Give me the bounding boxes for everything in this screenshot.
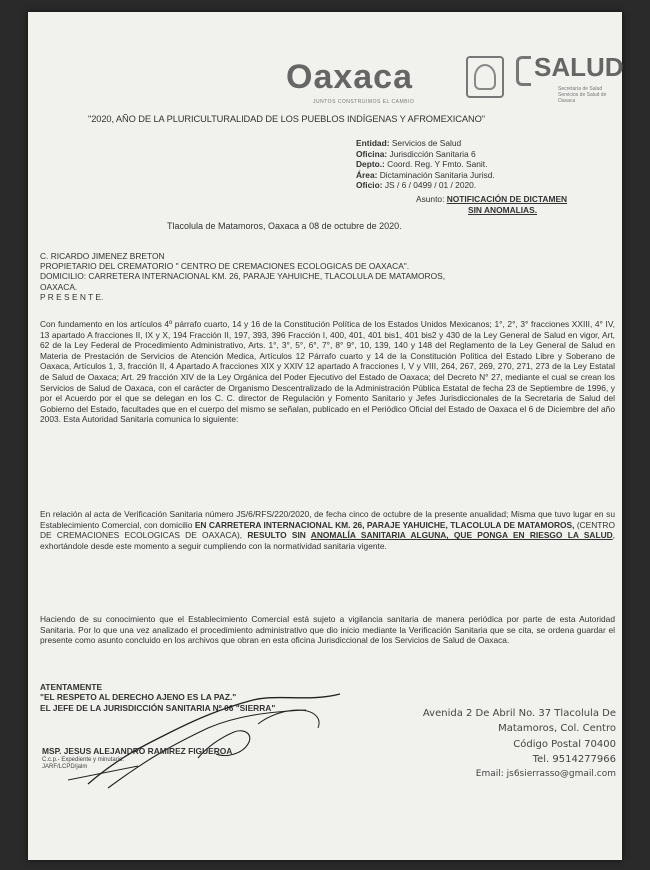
logo-tagline: JUNTOS CONSTRUIMOS EL CAMBIO bbox=[313, 99, 415, 105]
finding-paragraph bbox=[40, 509, 615, 551]
finding-text-3: , exhortándole desde este momento a seguir cumpliendo con la normatividad sanitaria vigente. bbox=[40, 530, 615, 551]
oficina-label: Oficina: bbox=[356, 148, 388, 159]
atentamente: ATENTAMENTE bbox=[40, 682, 103, 692]
office-address bbox=[408, 706, 616, 782]
oficio-value: JS / 6 / 0499 / 01 / 2020. bbox=[384, 180, 477, 191]
signer-name: MSP. JESUS ALEJANDRO RAMIREZ FIGUEROA bbox=[42, 746, 233, 756]
entidad-value: Servicios de Salud bbox=[391, 138, 462, 148]
closing-paragraph: Haciendo de su conocimiento que el Establecimiento Comercial está sujeto a vigilancia sanitaria de manera periódica por parte de esta Autoridad Sanitaria. Por lo que una vez analizado el procedimiento administrativo que dio inicio mediante la Verificación Sanitaria que se cita, se ordena guardar el presente como asunto concluido en los archivos que obran en esta oficina Jurisdiccional de los Servicios de Salud de Oaxaca. bbox=[40, 614, 615, 646]
salud-subtitle-1: Secretaría de Salud bbox=[558, 86, 603, 92]
address-line-1: Avenida 2 De Abril No. 37 Tlacolula De bbox=[422, 708, 616, 719]
legal-basis-paragraph: Con fundamento en los artículos 4º párrafo cuarto, 14 y 16 de la Constitución Política de los Estados Unidos Mexicanos; 1°, 2°, 3° fracciones XXIII, 4° IV, 13 apartado A fracciones II, IX y X, 194 Fracción II, 197, 393, 396 Fracción I, 400, 401, 401 bis1, 401 bis2 y 430 de la Ley General de Salud en vigor, Art, 62 de la Ley Federal de Procedimiento Administrativo, Arts. 1°, 3°, 5°, 6°, 7°, 8° 9°, 10, 139, 140 y 148 del Reglamento de la Ley General de Salud en Materia de Prestación de Servicios de Atención Medica, Artículos 12 Párrafo cuarto y 14 de la Constitución Política del Estado Libre y Soberano de Oaxaca, Artículos 1, 3, fracción II, 4 Apartado A fracciones XIX y XXIV 12 apartado A fracciones I, V y VIII, 264, 267, 269, 270, 271, 273 de la Ley Estatal de Salud de Oaxaca; Art. 29 fracción XIV de la Ley Orgánica del Poder Ejecutivo del Estado de Oaxaca; del Decreto N° 27, mediante el cual se crean los Servicios de Salud de Oaxaca, con el carácter de Organismo Descentralizado de la Administración Pública Estatal de fecha 23 de Septiembre de 1996, y por el Acuerdo por el que se delegan en los C. C. director de Regulación y Fomento Sanitario y Jefes Jurisdiccionales de la Secretaria de Salud del Gobierno del Estado, facultades que en el cuerpo del mismo se señalan, publicado en el Periódico Oficial del Estado de Oaxaca el 6 de Diciembre del año 2003. Esta Autoridad Sanitaria comunica lo siguiente: bbox=[40, 319, 615, 425]
document-metadata bbox=[356, 138, 495, 191]
asunto-label: Asunto: bbox=[416, 194, 445, 204]
recipient-state: OAXACA. bbox=[40, 281, 78, 292]
year-motto: "2020, AÑO DE LA PLURICULTURALIDAD DE LOS PUEBLOS INDÍGENAS Y AFROMEXICANO" bbox=[88, 114, 485, 124]
document-page bbox=[28, 12, 622, 860]
depto-label: Depto.: bbox=[356, 159, 385, 170]
depto-value: Coord. Reg. Y Fmto. Sanit. bbox=[387, 159, 488, 170]
salud-logo-icon bbox=[516, 56, 531, 86]
finding-text-1: En relación al acta de Verificación Sanitaria número JS/6/RFS/220/2020, de fecha cinco de octubre de la presente anualidad; Misma que tuvo lugar en su Establecimiento Comercial, con domicilio bbox=[40, 509, 615, 530]
recipient-title: PROPIETARIO DEL CREMATORIO " CENTRO DE CREMACIONES ECOLOGICAS DE OAXACA". bbox=[40, 261, 410, 272]
recipient-block bbox=[40, 251, 615, 302]
asunto-line-2: SIN ANOMALIAS. bbox=[468, 204, 538, 215]
oficio-label: Oficio: bbox=[356, 180, 383, 191]
recipient-address: DOMICILIO: CARRETERA INTERNACIONAL KM. 26, PARAJE YAHUICHE, TLACOLULA DE MATAMOROS, bbox=[40, 271, 446, 282]
address-phone: Tel. 9514277966 bbox=[532, 753, 616, 765]
salud-logo: SALUD bbox=[534, 52, 624, 82]
finding-result: RESULTO SIN bbox=[247, 530, 311, 541]
finding-no-anomaly: ANOMALÍA SANITARIA ALGUNA, QUE PONGA EN RIESGO LA SALUD bbox=[310, 530, 613, 541]
subject-block bbox=[416, 194, 567, 215]
address-line-2: Matamoros, Col. Centro bbox=[498, 723, 616, 735]
ccp-block bbox=[42, 757, 124, 771]
signature-motto: "EL RESPETO AL DERECHO AJENO ES LA PAZ." bbox=[40, 692, 237, 703]
recipient-presente: P R E S E N T E. bbox=[40, 291, 104, 302]
finding-text-2: (CENTRO DE CREMACIONES ECOLOGICAS DE OAXACA), bbox=[40, 519, 615, 541]
recipient-name: C. RICARDO JIMENEZ BRETON bbox=[40, 251, 165, 261]
handwritten-signature bbox=[48, 688, 378, 798]
seal-shield-icon bbox=[474, 64, 496, 90]
oaxaca-logo: Oaxaca bbox=[286, 58, 413, 96]
entidad-label: Entidad: bbox=[356, 138, 390, 148]
address-line-3: Código Postal 70400 bbox=[513, 738, 616, 750]
oficina-value: Jurisdicción Sanitaria 6 bbox=[389, 148, 476, 159]
signer-title: EL JEFE DE LA JURISDICCIÓN SANITARIA Nº 06 "SIERRA" bbox=[40, 702, 276, 713]
salud-subtitle-2: Servicios de Salud de Oaxaca bbox=[558, 92, 607, 104]
ccp-line-1: C.c.p.- Expediente y minutario. bbox=[42, 757, 125, 763]
address-email: Email: js6sierrasso@gmail.com bbox=[475, 769, 616, 780]
salud-subtitle bbox=[558, 86, 622, 104]
area-label: Área: bbox=[356, 169, 378, 180]
finding-address: EN CARRETERA INTERNACIONAL KM. 26, PARAJE YAHUICHE, TLACOLULA DE MATAMOROS, bbox=[194, 519, 575, 530]
ccp-line-2: JARF/LCPD/jalm bbox=[42, 764, 88, 770]
asunto-line-1: NOTIFICACIÓN DE DICTAMEN bbox=[446, 194, 568, 204]
area-value: Dictaminación Sanitaria Jurisd. bbox=[379, 169, 495, 180]
place-date: Tlacolula de Matamoros, Oaxaca a 08 de octubre de 2020. bbox=[167, 221, 402, 231]
